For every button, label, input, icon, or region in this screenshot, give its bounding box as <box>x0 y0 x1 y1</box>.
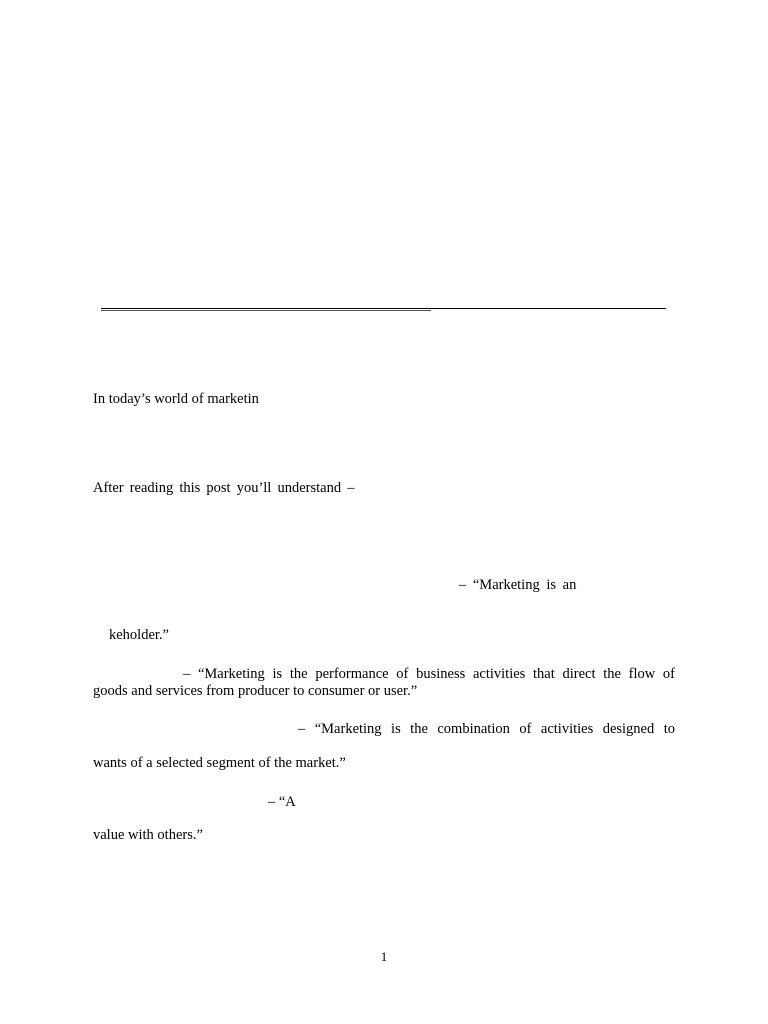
quote4-start-text: – “A <box>268 794 296 810</box>
page-number: 1 <box>380 949 388 964</box>
quote1-end-text: keholder.” <box>109 627 169 643</box>
quote1-start-text: – “Marketing is an <box>459 577 577 593</box>
quote2-line2-text: goods and services from producer to consumer or user.” <box>93 683 418 699</box>
quote3-line1-text: – “Marketing is the combination of activities designed to <box>298 721 675 737</box>
quote4-end-text: value with others.” <box>93 827 203 843</box>
horizontal-rule-shadow <box>101 310 431 311</box>
horizontal-rule <box>101 308 666 309</box>
quote3-line2-text: wants of a selected segment of the market.” <box>93 755 346 771</box>
intro-fragment-text: In today’s world of marketin <box>93 391 259 407</box>
quote2-line1-text: – “Marketing is the performance of business activities that direct the flow of <box>183 666 675 682</box>
reading-intro-text: After reading this post you’ll understand – <box>93 480 355 496</box>
